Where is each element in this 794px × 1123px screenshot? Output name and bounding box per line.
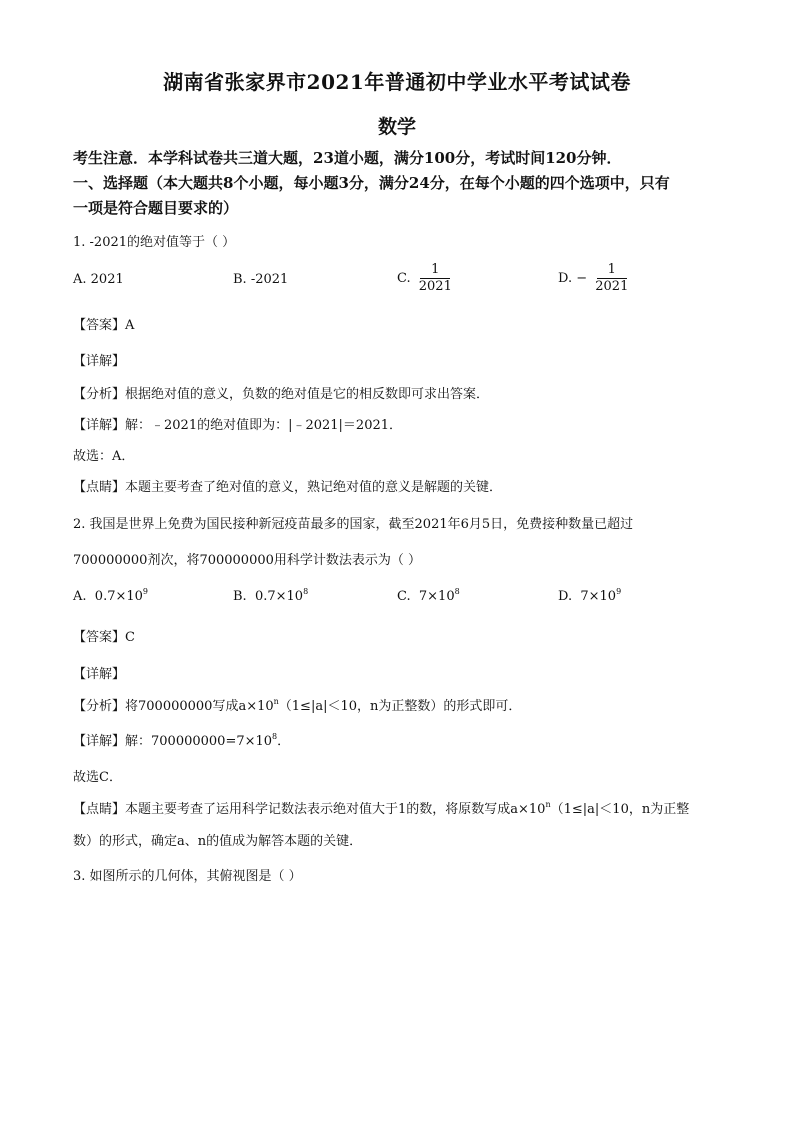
q2-option-c-base: 7×10 bbox=[418, 589, 455, 604]
q2-explanation bbox=[73, 730, 290, 749]
q2-option-a bbox=[73, 587, 148, 604]
q3-stem: 3. 如图所示的几何体，其俯视图是（ ） bbox=[73, 869, 302, 884]
q2-analysis bbox=[73, 695, 521, 714]
q2-option-d-label: D. bbox=[558, 589, 573, 604]
q1-option-d bbox=[558, 262, 628, 295]
section-heading-line1: 一、选择题（本大题共8个小题，每小题3分，满分24分，在每个小题的四个选项中，只有 bbox=[73, 174, 670, 192]
fraction-numerator: 1 bbox=[431, 262, 440, 277]
q1-option-d-fraction bbox=[595, 262, 628, 295]
q1-option-c-label: C. bbox=[397, 271, 411, 286]
q2-analysis-exponent: n bbox=[273, 697, 279, 706]
q1-comment: 【点睛】本题主要考查了绝对值的意义，熟记绝对值的意义是解题的关键． bbox=[73, 480, 503, 495]
q2-answer: 【答案】C bbox=[73, 630, 135, 645]
q2-explanation-part2: ． bbox=[277, 734, 291, 749]
q2-option-b-label: B. bbox=[233, 589, 247, 604]
q2-explanation-part1: 【详解】解：700000000=7×10 bbox=[73, 734, 273, 749]
q2-option-a-base: 0.7×10 bbox=[94, 589, 143, 604]
page-title: 湖南省张家界市2021年普通初中学业水平考试试卷 bbox=[163, 70, 631, 94]
q2-comment-exponent: n bbox=[545, 800, 551, 809]
q1-explanation: 【详解】解：﹣2021的绝对值即为：|﹣2021|＝2021． bbox=[73, 418, 403, 433]
q2-comment-part1: 【点睛】本题主要考查了运用科学记数法表示绝对值大于1的数，将原数写成a×10 bbox=[73, 802, 546, 817]
q2-option-a-label: A. bbox=[73, 589, 87, 604]
q2-option-b bbox=[233, 587, 308, 604]
q1-answer: 【答案】A bbox=[73, 318, 135, 333]
q1-option-c-fraction bbox=[419, 262, 452, 295]
q2-stem-line2: 700000000剂次，将700000000用科学计数法表示为（ ） bbox=[73, 553, 422, 568]
q1-option-c bbox=[397, 262, 452, 295]
q2-option-d-base: 7×10 bbox=[580, 589, 617, 604]
subject-title: 数学 bbox=[377, 116, 416, 138]
q2-option-b-base: 0.7×10 bbox=[254, 589, 304, 604]
q1-stem: 1. -2021的绝对值等于（ ） bbox=[73, 235, 236, 250]
q1-detail-heading: 【详解】 bbox=[73, 354, 126, 369]
fraction-denominator: 2021 bbox=[595, 279, 629, 294]
q2-explanation-exponent: 8 bbox=[272, 732, 278, 741]
q2-detail-heading: 【详解】 bbox=[73, 667, 126, 682]
section-heading-line2: 一项是符合题目要求的） bbox=[73, 199, 239, 217]
q1-analysis: 【分析】根据绝对值的意义，负数的绝对值是它的相反数即可求出答案． bbox=[73, 387, 490, 402]
q2-option-c-exponent: 8 bbox=[454, 587, 460, 596]
q2-option-c-label: C. bbox=[397, 589, 411, 604]
q2-analysis-part2: （1≤|a|＜10，n为正整数）的形式即可． bbox=[278, 699, 522, 714]
q2-comment-part2: （1≤|a|＜10，n为正整 bbox=[550, 802, 690, 817]
q2-option-d-exponent: 9 bbox=[616, 587, 622, 596]
q2-option-a-exponent: 9 bbox=[142, 587, 148, 596]
q2-comment-line2: 数）的形式，确定a、n的值成为解答本题的关键． bbox=[73, 834, 363, 849]
exam-notice: 考生注意．本学科试卷共三道大题，23道小题，满分100分，考试时间120分钟． bbox=[73, 149, 622, 167]
fraction-denominator: 2021 bbox=[418, 279, 452, 294]
q1-choice: 故选：A． bbox=[73, 449, 135, 464]
q1-option-d-label: D. − bbox=[558, 271, 588, 286]
q2-option-b-exponent: 8 bbox=[303, 587, 309, 596]
fraction-numerator: 1 bbox=[607, 262, 616, 277]
q2-option-d bbox=[558, 587, 621, 604]
q1-option-b: B. -2021 bbox=[233, 272, 289, 287]
q2-stem-line1: 2. 我国是世界上免费为国民接种新冠疫苗最多的国家，截至2021年6月5日，免费接种数量已超过 bbox=[73, 517, 634, 532]
q2-analysis-part1: 【分析】将700000000写成a×10 bbox=[73, 699, 274, 714]
q2-choice: 故选C． bbox=[73, 770, 122, 785]
q2-comment-line1 bbox=[73, 798, 689, 817]
q2-option-c bbox=[397, 587, 460, 604]
q1-option-a: A. 2021 bbox=[73, 272, 124, 287]
